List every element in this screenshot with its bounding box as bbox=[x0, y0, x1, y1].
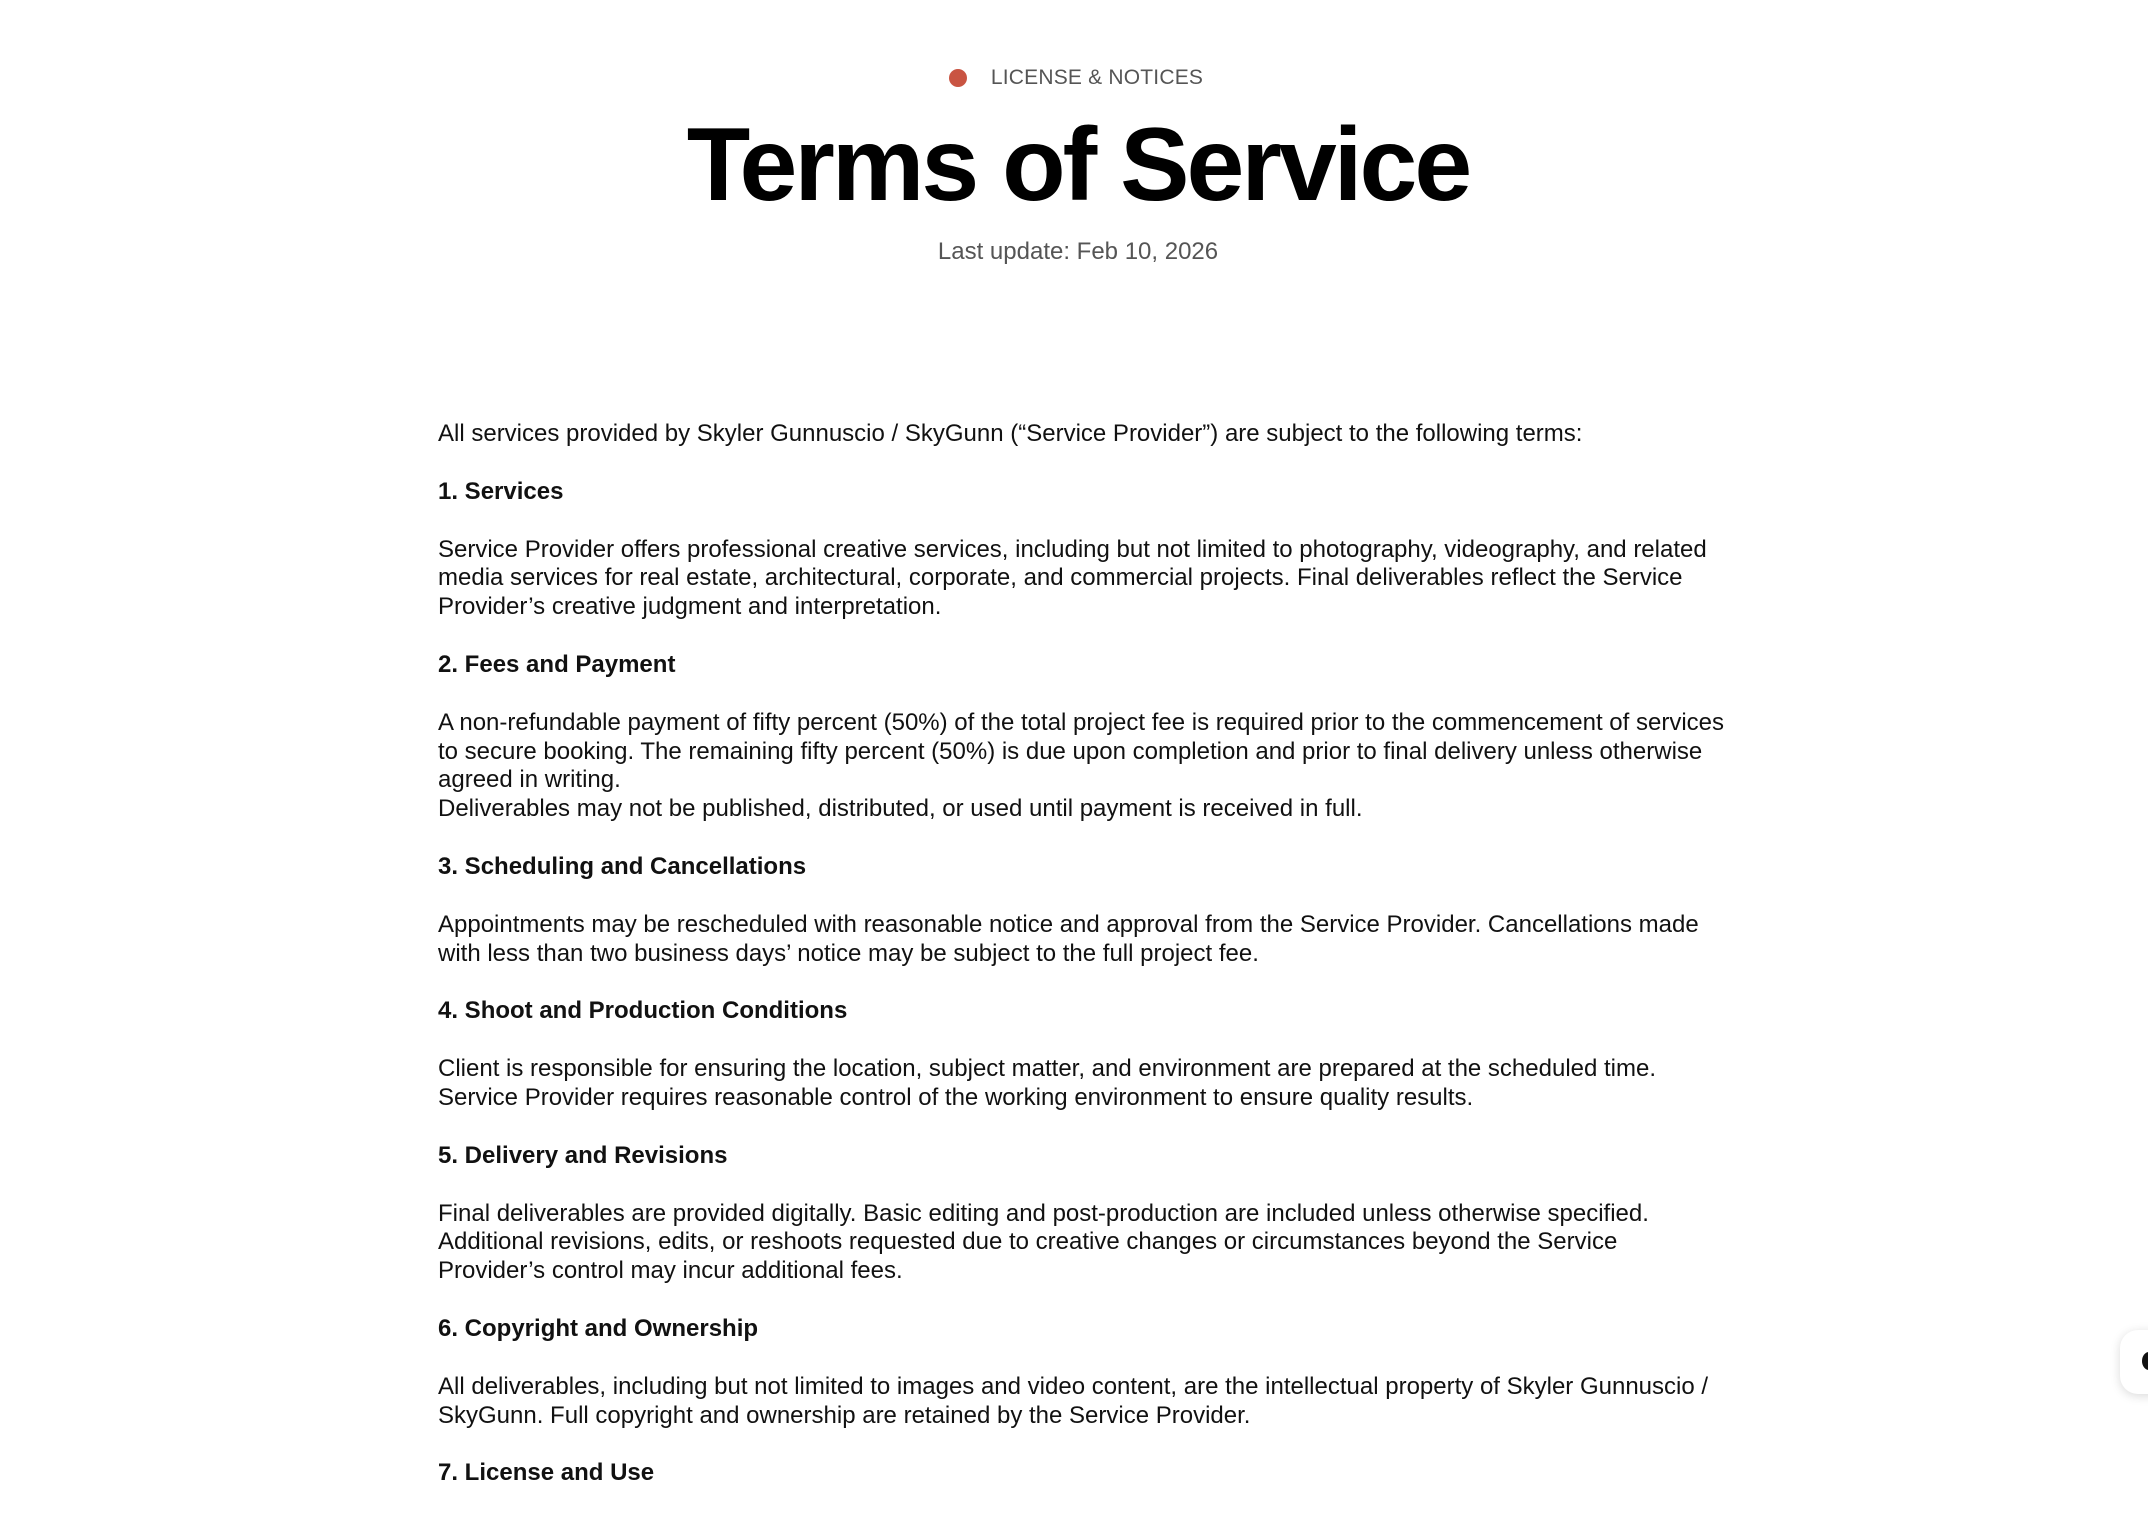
section-heading: 6. Copyright and Ownership bbox=[438, 1314, 759, 1342]
terms-content bbox=[438, 420, 1728, 1517]
section-paragraph: Client is responsible for ensuring the location, subject matter, and environment are prepared at the scheduled time. Service Provider requires reasonable control of the working environment to ensure quality results. bbox=[438, 1055, 1657, 1111]
status-dot-icon bbox=[949, 69, 967, 87]
section-paragraph: A non-refundable payment of fifty percent (50%) of the total project fee is required prior to the commencement of services to secure booking. The remaining fifty percent (50%) is due upon completion and prior to final delivery unless otherwise agreed in writing. bbox=[438, 708, 1724, 794]
section-body bbox=[438, 1373, 1728, 1431]
eyebrow-label: LICENSE & NOTICES bbox=[990, 66, 1204, 89]
intro-paragraph: All services provided by Skyler Gunnuscio / SkyGunn (“Service Provider”) are subject to the following terms: bbox=[438, 420, 1583, 447]
section-body bbox=[438, 536, 1728, 622]
section-body bbox=[438, 911, 1728, 969]
section-heading: 1. Services bbox=[438, 477, 564, 505]
section-body bbox=[438, 709, 1728, 824]
last-update: Last update: Feb 10, 2026 bbox=[937, 238, 1219, 265]
section-heading: 4. Shoot and Production Conditions bbox=[438, 997, 848, 1025]
section-body bbox=[438, 1200, 1728, 1286]
section-body bbox=[438, 1055, 1728, 1113]
section-heading: 5. Delivery and Revisions bbox=[438, 1141, 728, 1169]
section-heading: 3. Scheduling and Cancellations bbox=[438, 852, 807, 880]
eyebrow bbox=[2, 66, 2148, 90]
section-paragraph: Deliverables may not be published, distributed, or used until payment is received in full. bbox=[438, 795, 1363, 823]
floating-widget-button[interactable] bbox=[2120, 1330, 2148, 1394]
section-heading: 2. Fees and Payment bbox=[438, 650, 676, 678]
section-paragraph: Final deliverables are provided digitally. Basic editing and post-production are included unless otherwise specified. Additional revisions, edits, or reshoots requested due to creative changes or circumstances beyond the Service Provider’s control may incur additional fees. bbox=[438, 1199, 1649, 1285]
section-paragraph: All deliverables, including but not limited to images and video content, are the intellectual property of Skyler Gunnuscio / SkyGunn. Full copyright and ownership are retained by the Service Provider. bbox=[438, 1372, 1709, 1429]
section-paragraph: Service Provider offers professional creative services, including but not limited to photography, videography, and related media services for real estate, architectural, corporate, and commercial projects. Final deliverables reflect the Service Provider’s creative judgment and interpretation. bbox=[438, 535, 1707, 621]
section-heading: 7. License and Use bbox=[438, 1459, 655, 1487]
page-title: Terms of Service bbox=[686, 107, 1470, 223]
section-paragraph: Appointments may be rescheduled with reasonable notice and approval from the Service Provider. Cancellations made with less than two business days’ notice may be subject to the full project fee. bbox=[438, 910, 1699, 967]
widget-icon bbox=[2142, 1352, 2148, 1370]
